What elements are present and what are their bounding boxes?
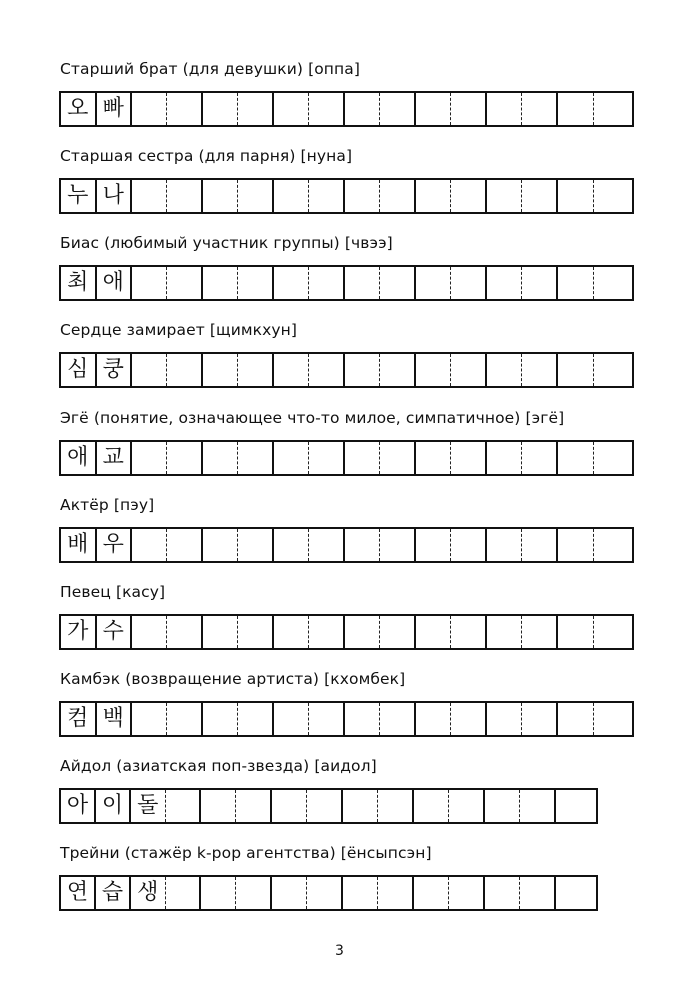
practice-cell[interactable] xyxy=(558,442,629,474)
row-label: Эгё (понятие, означающее что-то милое, симпатичное) [эгё] xyxy=(60,409,565,427)
example-cell xyxy=(61,267,132,299)
row-label: Биас (любимый участник группы) [чвээ] xyxy=(60,234,393,252)
practice-cell[interactable] xyxy=(345,93,416,125)
example-cell xyxy=(61,877,131,909)
practice-cell[interactable] xyxy=(487,529,558,561)
row-label: Камбэк (возвращение артиста) [кхомбек] xyxy=(60,670,406,688)
practice-cell[interactable] xyxy=(345,616,416,648)
korean-char: 아 xyxy=(61,790,96,822)
practice-cell[interactable] xyxy=(556,790,580,822)
row-label: Певец [касу] xyxy=(60,583,166,601)
practice-cell[interactable] xyxy=(416,442,487,474)
practice-cell[interactable] xyxy=(201,790,272,822)
practice-cell[interactable] xyxy=(272,790,343,822)
korean-char: 수 xyxy=(102,619,124,644)
practice-cell[interactable] xyxy=(272,877,343,909)
practice-cell[interactable] xyxy=(345,529,416,561)
practice-cell[interactable] xyxy=(345,180,416,212)
practice-cell[interactable] xyxy=(558,180,629,212)
practice-cell[interactable] xyxy=(343,877,414,909)
practice-cell[interactable] xyxy=(345,703,416,735)
korean-char: 습 xyxy=(101,880,124,905)
row-label: Сердце замирает [щимкхун] xyxy=(60,321,298,339)
practice-cell[interactable] xyxy=(487,703,558,735)
practice-cell[interactable] xyxy=(132,180,203,212)
practice-cell[interactable] xyxy=(274,703,345,735)
example-cell xyxy=(131,790,201,822)
example-cell xyxy=(61,442,132,474)
row-label: Трейни (стажёр k-pop агентства) [ёнсыпсэн] xyxy=(60,844,432,862)
practice-cell[interactable] xyxy=(274,529,345,561)
row-label: Старшая сестра (для парня) [нуна] xyxy=(60,147,353,165)
writing-grid xyxy=(59,875,598,911)
practice-cell[interactable] xyxy=(414,790,485,822)
practice-cell[interactable] xyxy=(487,354,558,386)
practice-cell[interactable] xyxy=(203,616,274,648)
writing-grid xyxy=(59,91,634,127)
korean-char: 빠 xyxy=(102,96,124,121)
korean-char: 이 xyxy=(101,793,124,818)
practice-cell[interactable] xyxy=(274,93,345,125)
korean-char: 나 xyxy=(102,183,124,208)
practice-cell[interactable] xyxy=(416,180,487,212)
example-cell xyxy=(61,529,132,561)
korean-char: 돌 xyxy=(131,790,166,822)
writing-grid xyxy=(59,788,598,824)
practice-cell[interactable] xyxy=(558,703,629,735)
korean-char: 누 xyxy=(61,180,97,212)
korean-char: 오 xyxy=(61,93,97,125)
practice-cell[interactable] xyxy=(345,267,416,299)
example-cell xyxy=(61,703,132,735)
practice-cell[interactable] xyxy=(416,267,487,299)
korean-char: 애 xyxy=(102,270,124,295)
example-cell xyxy=(61,93,132,125)
example-cell xyxy=(61,790,131,822)
practice-cell[interactable] xyxy=(132,616,203,648)
korean-char: 배 xyxy=(61,529,97,561)
practice-cell[interactable] xyxy=(203,267,274,299)
korean-char: 교 xyxy=(102,445,124,470)
practice-cell[interactable] xyxy=(203,354,274,386)
practice-cell[interactable] xyxy=(556,877,580,909)
writing-grid xyxy=(59,614,634,650)
practice-cell[interactable] xyxy=(485,877,556,909)
korean-char: 심 xyxy=(61,354,97,386)
example-cell xyxy=(61,616,132,648)
korean-char: 연 xyxy=(61,877,96,909)
writing-grid xyxy=(59,265,634,301)
practice-cell[interactable] xyxy=(558,354,629,386)
practice-cell[interactable] xyxy=(203,442,274,474)
practice-cell[interactable] xyxy=(487,616,558,648)
writing-grid xyxy=(59,352,634,388)
practice-cell[interactable] xyxy=(203,529,274,561)
practice-cell[interactable] xyxy=(203,180,274,212)
practice-cell[interactable] xyxy=(558,529,629,561)
practice-cell[interactable] xyxy=(345,354,416,386)
practice-cell[interactable] xyxy=(274,354,345,386)
writing-grid xyxy=(59,527,634,563)
practice-cell[interactable] xyxy=(485,790,556,822)
practice-cell[interactable] xyxy=(132,267,203,299)
korean-char: 생 xyxy=(131,877,166,909)
korean-char: 가 xyxy=(61,616,97,648)
writing-grid xyxy=(59,178,634,214)
korean-char: 최 xyxy=(61,267,97,299)
practice-cell[interactable] xyxy=(558,616,629,648)
korean-char: 백 xyxy=(102,706,124,731)
practice-cell[interactable] xyxy=(414,877,485,909)
practice-cell[interactable] xyxy=(132,529,203,561)
practice-cell[interactable] xyxy=(203,93,274,125)
practice-cell[interactable] xyxy=(132,93,203,125)
korean-char: 애 xyxy=(61,442,97,474)
practice-cell[interactable] xyxy=(416,529,487,561)
practice-cell[interactable] xyxy=(203,703,274,735)
practice-cell[interactable] xyxy=(558,93,629,125)
row-label: Актёр [пэу] xyxy=(60,496,155,514)
practice-cell[interactable] xyxy=(416,93,487,125)
example-cell xyxy=(61,354,132,386)
practice-cell[interactable] xyxy=(416,354,487,386)
practice-cell[interactable] xyxy=(132,703,203,735)
practice-cell[interactable] xyxy=(274,180,345,212)
practice-cell[interactable] xyxy=(132,354,203,386)
practice-cell[interactable] xyxy=(345,442,416,474)
practice-cell[interactable] xyxy=(416,703,487,735)
writing-grid xyxy=(59,701,634,737)
practice-cell[interactable] xyxy=(274,616,345,648)
korean-char: 쿵 xyxy=(102,357,124,382)
example-cell xyxy=(131,877,201,909)
practice-cell[interactable] xyxy=(201,877,272,909)
practice-cell[interactable] xyxy=(132,442,203,474)
row-label: Айдол (азиатская поп-звезда) [аидол] xyxy=(60,757,377,775)
page-number: 3 xyxy=(335,943,344,959)
practice-cell[interactable] xyxy=(274,267,345,299)
practice-cell[interactable] xyxy=(558,267,629,299)
practice-cell[interactable] xyxy=(487,267,558,299)
korean-char: 우 xyxy=(102,532,124,557)
practice-cell[interactable] xyxy=(416,616,487,648)
practice-cell[interactable] xyxy=(343,790,414,822)
korean-char: 컴 xyxy=(61,703,97,735)
practice-cell[interactable] xyxy=(487,93,558,125)
example-cell xyxy=(61,180,132,212)
row-label: Старший брат (для девушки) [оппа] xyxy=(60,60,361,78)
practice-cell[interactable] xyxy=(487,442,558,474)
practice-cell[interactable] xyxy=(487,180,558,212)
writing-grid xyxy=(59,440,634,476)
practice-cell[interactable] xyxy=(274,442,345,474)
